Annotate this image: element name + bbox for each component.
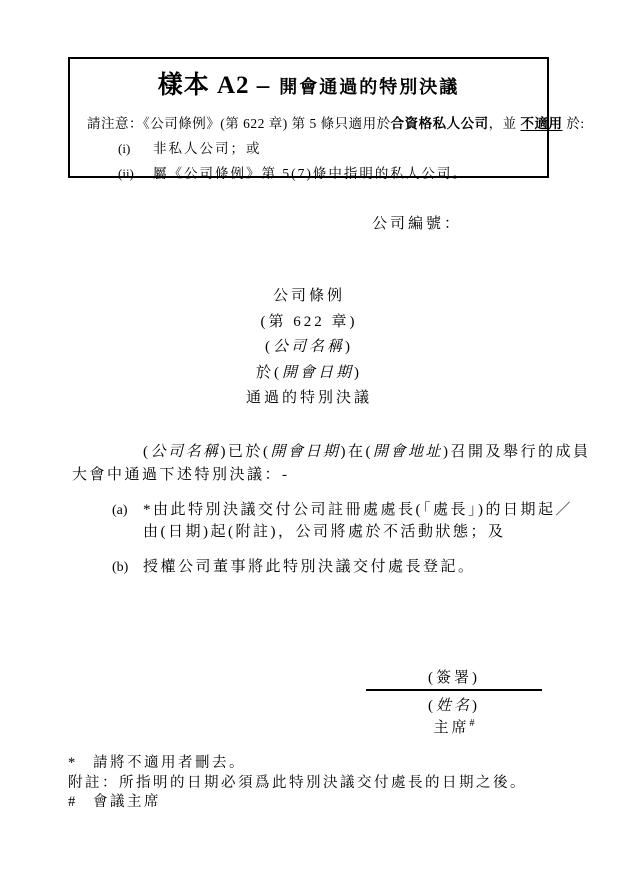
- notice-item-ii: [118, 162, 547, 182]
- title-sample-number: 樣本 A2 –: [157, 72, 271, 99]
- paren-close: ): [354, 364, 362, 381]
- title-subject: 開會通過的特別決議: [279, 77, 460, 97]
- notice-item-i-marker: (i): [118, 141, 131, 156]
- resolution-a-line-2: 由(日期)起(附註)，公司將處於不活動狀態；及: [143, 523, 506, 540]
- notice-seg-lead: 請注意：《公司條例》(第 622 章) 第 5 條只適用於: [87, 116, 391, 131]
- date-prefix: 於(: [255, 364, 282, 381]
- sign-here-label: (簽署): [428, 670, 480, 686]
- meeting-date-placeholder: 開會日期: [270, 444, 341, 460]
- company-name-placeholder: 公司名稱: [150, 444, 221, 460]
- notice-seg-not-applicable: 不適用: [520, 116, 563, 131]
- paren-close: ): [472, 698, 480, 714]
- resolution-item-a: [112, 500, 573, 544]
- resolution-heading: [0, 284, 618, 412]
- paren-close: ): [345, 339, 353, 355]
- resolution-a-line-1: *由此特別決議交付公司註冊處處長(「處長」)的日期起／: [143, 502, 573, 518]
- notice-seg-to: 於:: [562, 116, 585, 131]
- footnotes: [68, 754, 568, 813]
- paren-open: (: [427, 698, 436, 714]
- resolution-b-marker: (b): [112, 560, 129, 575]
- resolution-b-text: [143, 557, 549, 579]
- notice-item-i: [118, 137, 547, 157]
- paren-open: (: [264, 339, 273, 355]
- notice-item-i-text: 非私人公司；或: [153, 141, 262, 156]
- footnote-hash-text: 會議主席: [93, 794, 161, 811]
- hash-marker: #: [68, 794, 76, 811]
- resolution-item-b: [112, 557, 549, 579]
- footnote-asterisk-text: 請將不適用者刪去。: [93, 755, 246, 771]
- signatory-name-placeholder: [366, 694, 542, 715]
- heading-ordinance: 公司條例: [272, 288, 345, 304]
- notice-text: [87, 112, 585, 132]
- heading-passed-resolution: 通過的特別決議: [245, 390, 372, 406]
- footnote-note: [68, 774, 568, 794]
- paragraph-line-2: 大會中通過下述特別決議：-: [72, 466, 290, 483]
- resolution-b-line-1: 授權公司董事將此特別決議交付處長登記。: [143, 559, 476, 575]
- chairman-label: 主席: [433, 720, 470, 736]
- paragraph-text: )在(: [340, 444, 374, 460]
- footnote-hash: [68, 793, 568, 813]
- paragraph-text: )已於(: [220, 444, 271, 460]
- name-placeholder: 姓名: [435, 698, 472, 714]
- paren-open: (: [143, 444, 151, 460]
- meeting-address-placeholder: 開會地址: [373, 444, 444, 460]
- notice-item-ii-text: 屬《公司條例》第 5(7)條中指明的私人公司。: [153, 166, 468, 181]
- asterisk-marker: *: [68, 755, 76, 771]
- resolution-a-text: [143, 500, 573, 544]
- heading-meeting-date-placeholder: [0, 361, 618, 387]
- signature-block: [366, 666, 542, 737]
- notice-box: [68, 57, 585, 181]
- signature-line: [366, 666, 542, 691]
- meeting-date-placeholder: 開會日期: [281, 364, 354, 381]
- paragraph-line-1: [72, 441, 591, 464]
- heading-chapter: (第 622 章): [260, 313, 358, 330]
- notice-item-ii-marker: (ii): [118, 166, 134, 181]
- footnote-note-text: 所指明的日期必須爲此特別決議交付處長的日期之後。: [119, 774, 527, 791]
- note-marker: 附註：: [68, 774, 119, 791]
- resolution-a-marker: (a): [112, 503, 128, 518]
- signatory-role: [366, 716, 542, 737]
- notice-seg-eligible-companies: 合資格私人公司: [390, 116, 489, 131]
- company-number-label: 公司編號：: [372, 216, 463, 232]
- paragraph-text: )召開及舉行的成員: [443, 444, 591, 460]
- main-paragraph: [72, 441, 591, 486]
- footnote-asterisk: [68, 754, 568, 774]
- notice-seg-and: ，並: [488, 116, 521, 131]
- heading-company-name-placeholder: [0, 335, 618, 361]
- hash-reference-mark: #: [469, 718, 475, 729]
- document-title: [70, 65, 547, 101]
- company-name-placeholder: 公司名稱: [272, 339, 345, 355]
